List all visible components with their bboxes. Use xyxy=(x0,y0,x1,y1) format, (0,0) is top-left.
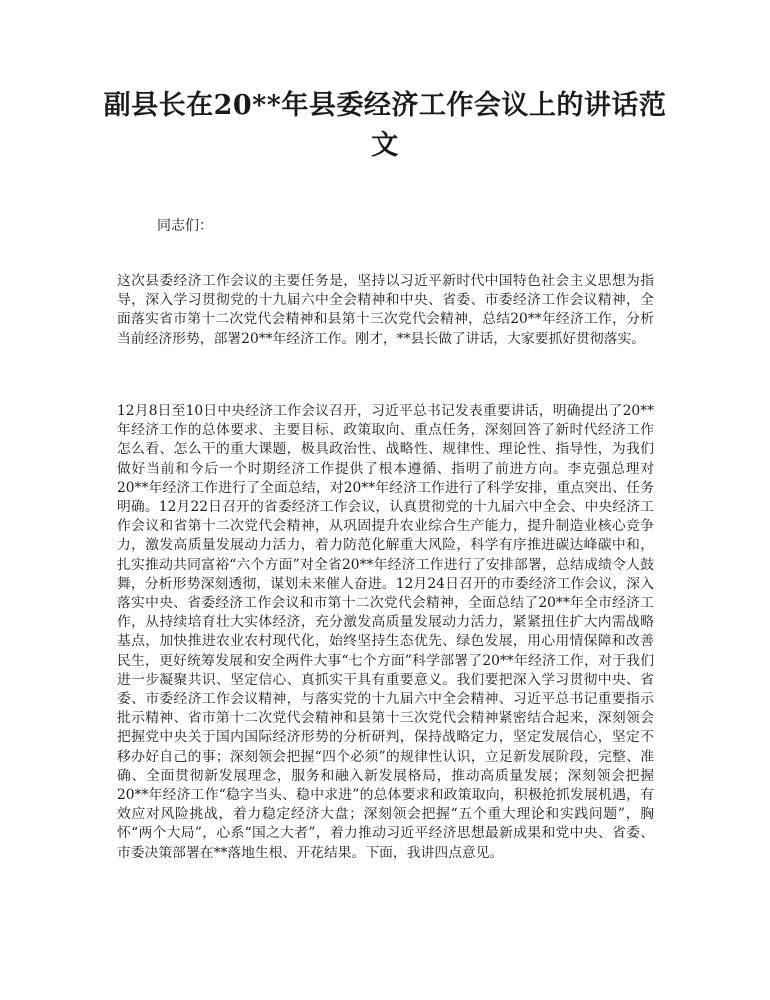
paragraph-body: 12月8日至10日中央经济工作会议召开，习近平总书记发表重要讲话，明确提出了20**年经济工作的总体要求、主要目标、政策取向、重点任务，深刻回答了新时代经济工作怎么看、怎么干的重大课题，极具政治性、战略性、规律性、理论性、指导性，为我们做好当前和今后一个时期经济工作提供了根本遵循、指明了前进方向。李克强总理对20**年经济工作进行了全面总结，对20**年经济工作进行了科学安排，重点突出、任务明确。12月22日召开的省委经济工作会议，认真贯彻党的十九届六中全会、中央经济工作会议和省第十二次党代会精神，从巩固提升农业综合生产能力，提升制造业核心竞争力，激发高质量发展动力活力，着力防范化解重大风险，科学有序推进碳达峰碳中和，扎实推动共同富裕“六个方面”对全省20**年经济工作进行了安排部署，总结成绩令人鼓舞，分析形势深刻透彻，谋划未来催人奋进。12月24日召开的市委经济工作会议，深入落实中央、省委经济工作会议和市第十二次党代会精神，全面总结了20**年全市经济工作，从持续培育壮大实体经济，充分激发高质量发展动力活力，紧紧扭住扩大内需战略基点，加快推进农业农村现代化，始终坚持生态优先、绿色发展，用心用情保障和改善民生，更好统筹发展和安全两件大事“七个方面”科学部署了20**年经济工作，对于我们进一步凝聚共识、坚定信心、真抓实干具有重要意义。我们要把深入学习贯彻中央、省委、市委经济工作会议精神，与落实党的十九届六中全会精神、习近平总书记重要指示批示精神、省市第十二次党代会精神和县第十三次党代会精神紧密结合起来，深刻领会把握党中央关于国内国际经济形势的分析研判，保持战略定力，坚定发展信心，坚定不移办好自己的事；深刻领会把握“四个必须”的规律性认识，立足新发展阶段，完整、准确、全面贯彻新发展理念，服务和融入新发展格局，推动高质量发展；深刻领会把握20**年经济工作“稳字当头、稳中求进”的总体要求和政策取向，积极抢抓发展机遇，有效应对风险挑战，着力稳定经济大盘；深刻领会把握“五个重大理论和实践问题”，胸怀“两个大局”，心系“国之大者”，着力推动习近平经济思想最新成果和党中央、省委、市委决策部署在**落地生根、开花结果。下面，我讲四点意见。 xyxy=(117,403,654,861)
paragraph-intro: 这次县委经济工作会议的主要任务是，坚持以习近平新时代中国特色社会主义思想为指导，深入学习贯彻党的十九届六中全会精神和中央、省委、市委经济工作会议精神，全面落实省市第十二次党代会精神和县第十三次党代会精神，总结20**年经济工作，分析当前经济形势，部署20**年经济工作。刚才，**县长做了讲话，大家要抓好贯彻落实。 xyxy=(117,273,654,347)
document-title: 副县长在20**年县委经济工作会议上的讲话范文 xyxy=(103,90,667,161)
greeting-line: 同志们： xyxy=(157,218,213,234)
